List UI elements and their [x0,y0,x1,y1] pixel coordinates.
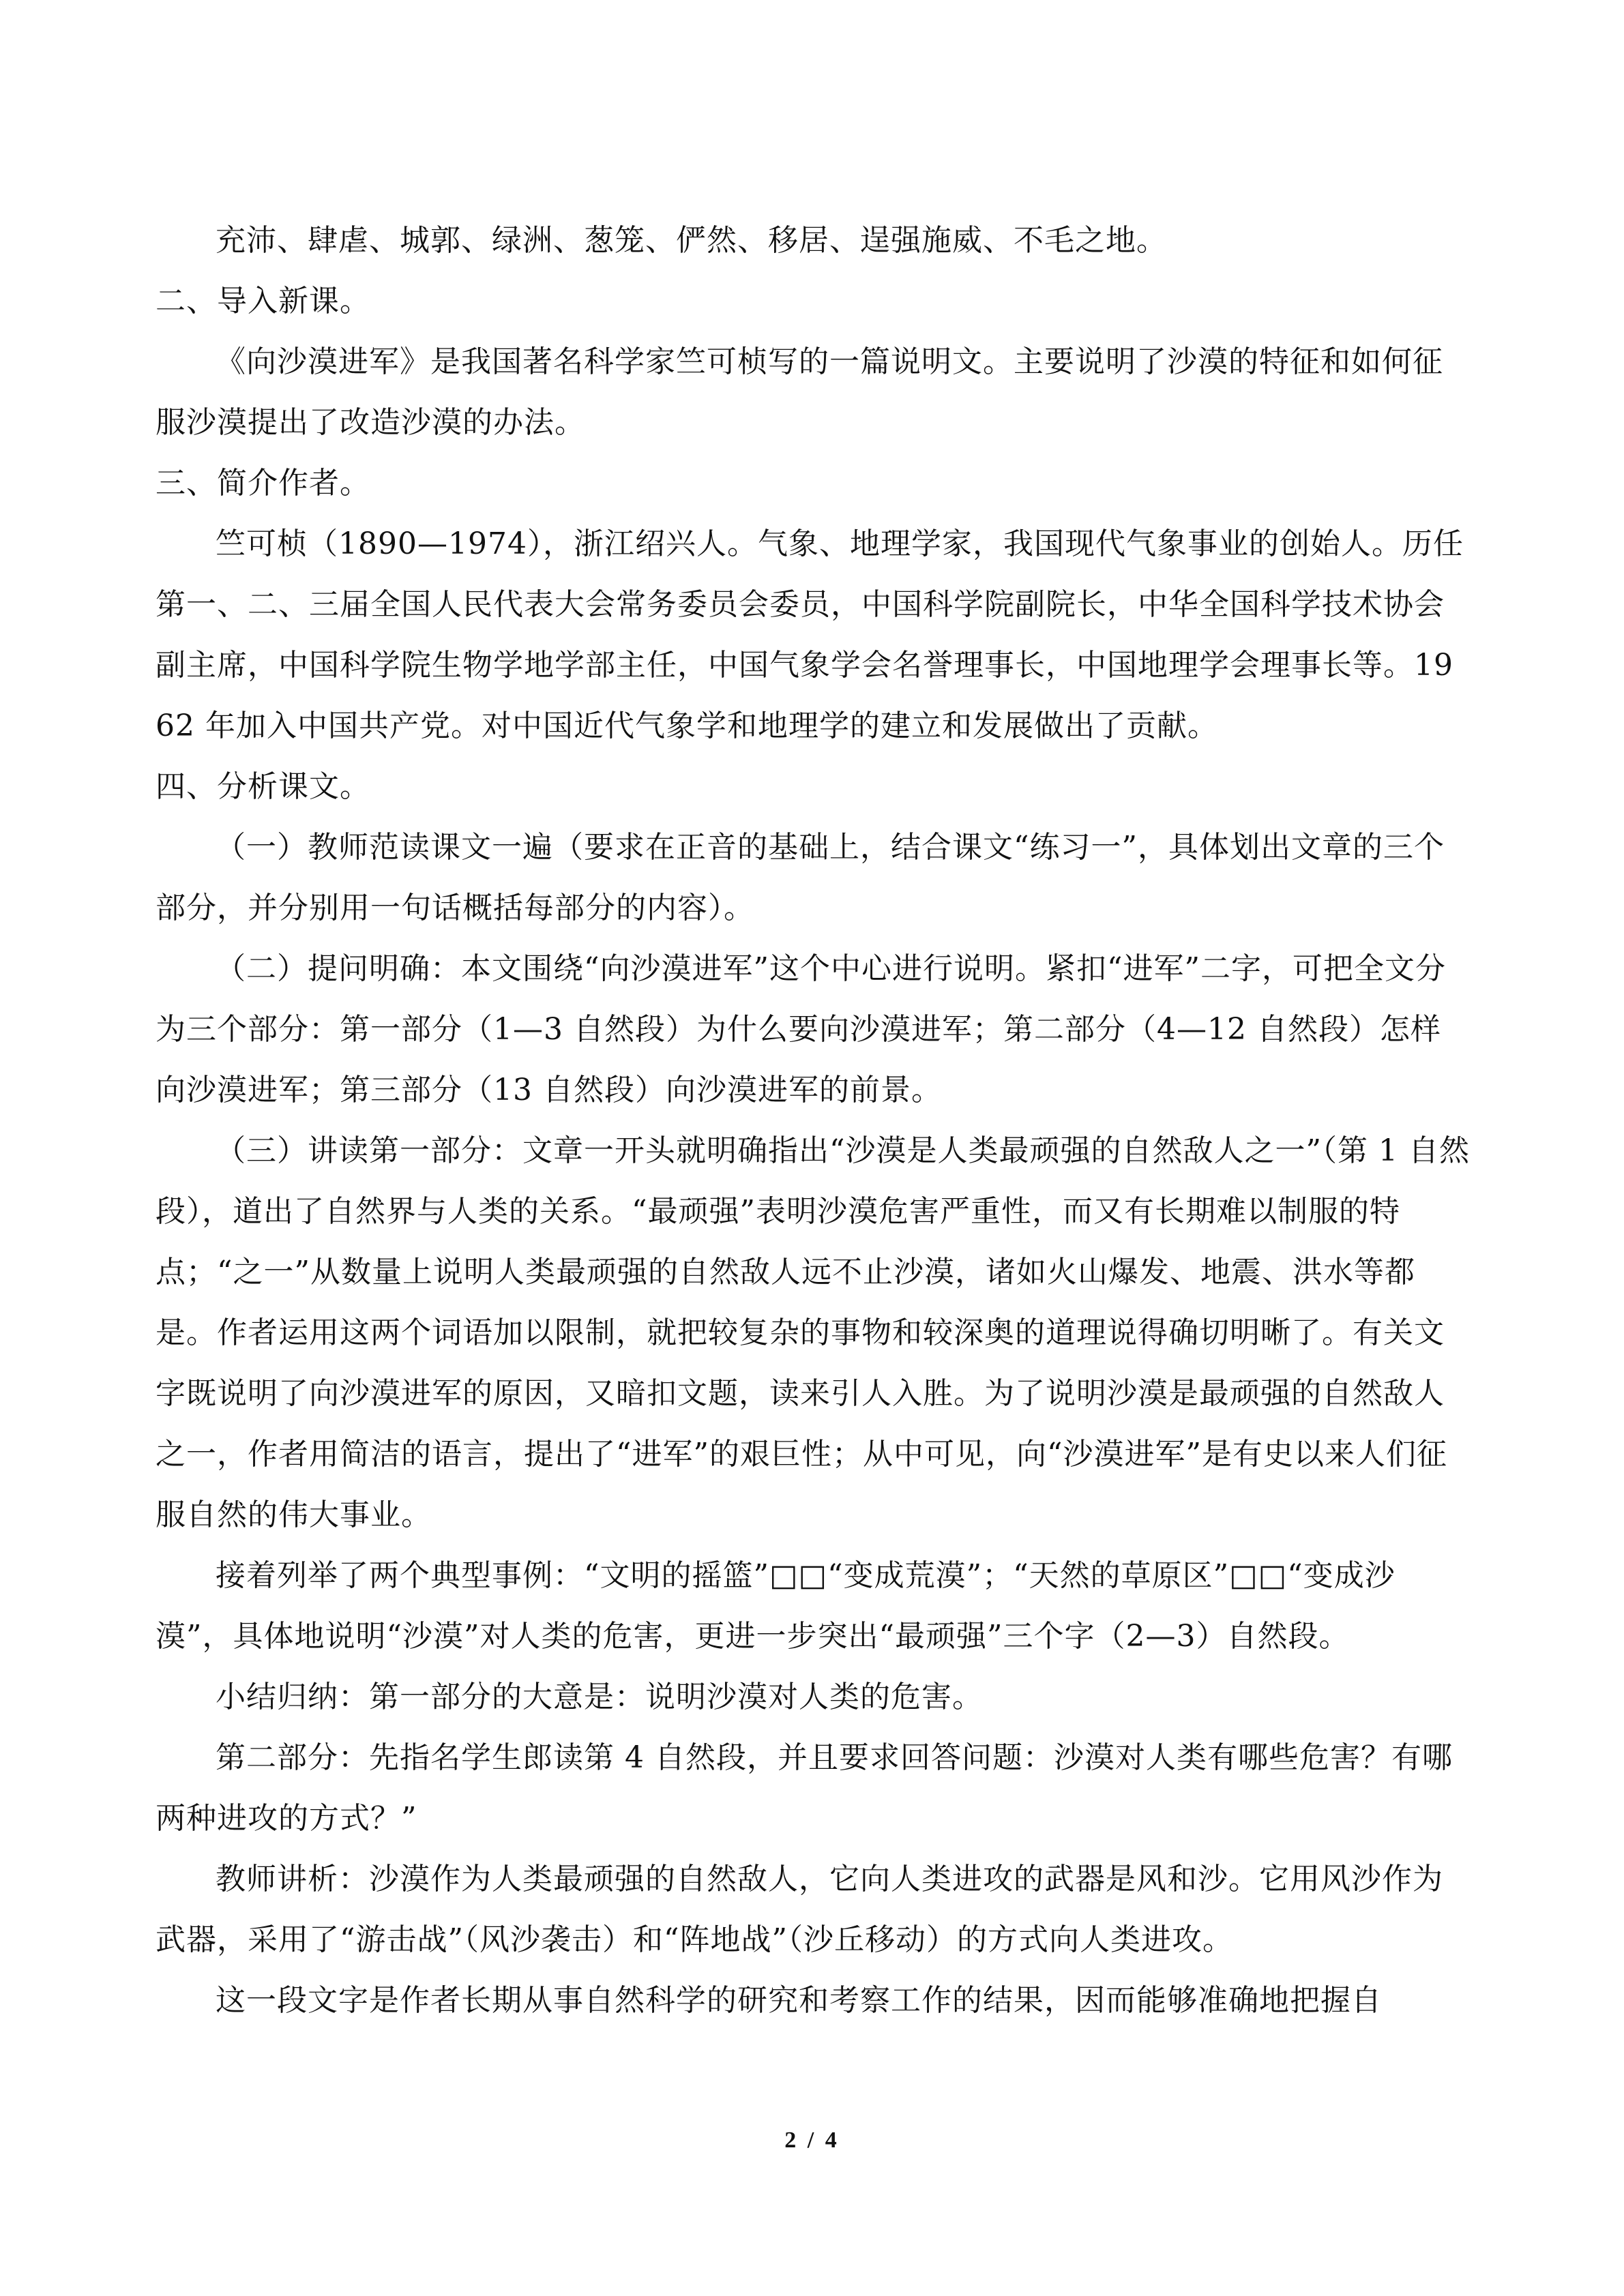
section-heading-author: 三、简介作者。 [156,466,370,501]
section-heading-introduction: 二、导入新课。 [156,284,370,318]
paragraph-analysis-3: （三）讲读第一部分：文章一开头就明确指出“沙漠是人类最顽强的自然敌人之一”（第 1 自然段），道出了自然界与人类的关系。“最顽强”表明沙漠危害严重性，而又有长期难以制服的特点；“之一”从数量上说明人类最顽强的自然敌人远不止沙漠，诸如火山爆发、地震、洪水等都是。作者运用这两个词语加以限制，就把较复杂的事物和较深奥的道理说得确切明晰了。有关文字既说明了向沙漠进军的原因，又暗扣文题，读来引人入胜。为了说明沙漠是最顽强的自然敌人之一，作者用简洁的语言，提出了“进军”的艰巨性；从中可见，向“沙漠进军”是有史以来人们征服自然的伟大事业。 [156,1133,1470,1532]
paragraph-part-two: 第二部分：先指名学生郎读第 4 自然段，并且要求回答问题：沙漠对人类有哪些危害？有哪两种进攻的方式？” [156,1740,1453,1836]
vocabulary-list: 充沛、肆虐、城郭、绿洲、葱笼、俨然、移居、逞强施威、不毛之地。 [216,223,1167,258]
paragraph-analysis-1: （一）教师范读课文一遍（要求在正音的基础上，结合课文“练习一”，具体划出文章的三个部分，并分别用一句话概括每部分的内容）。 [156,830,1445,925]
paragraph-continuation: 这一段文字是作者长期从事自然科学的研究和考察工作的结果，因而能够准确地把握自 [216,1983,1382,2018]
paragraph-introduction: 《向沙漠进军》是我国著名科学家竺可桢写的一篇说明文。主要说明了沙漠的特征和如何征服沙漠提出了改造沙漠的办法。 [156,344,1443,440]
paragraph-teacher-explanation: 教师讲析：沙漠作为人类最顽强的自然敌人，它向人类进攻的武器是风和沙。它用风沙作为武器，采用了“游击战”（风沙袭击）和“阵地战”（沙丘移动）的方式向人类进攻。 [156,1862,1443,1957]
paragraph-analysis-2: （二）提问明确：本文围绕“向沙漠进军”这个中心进行说明。紧扣“进军”二字，可把全文分为三个部分：第一部分（1—3 自然段）为什么要向沙漠进军；第二部分（4—12 自然段）怎样向沙漠进军；第三部分（13 自然段）向沙漠进军的前景。 [156,951,1446,1107]
page-number: 2 / 4 [784,2128,840,2153]
section-heading-analysis: 四、分析课文。 [156,769,370,804]
paragraph-author-bio: 竺可桢（1890—1974），浙江绍兴人。气象、地理学家，我国现代气象事业的创始人。历任第一、二、三届全国人民代表大会常务委员会委员，中国科学院副院长，中华全国科学技术协会副主席，中国科学院生物学地学部主任，中国气象学会名誉理事长，中国地理学会理事长等。1962 年加入中国共产党。对中国近代气象学和地理学的建立和发展做出了贡献。 [156,526,1464,743]
paragraph-examples: 接着列举了两个典型事例：“文明的摇篮”□□“变成荒漠”；“天然的草原区”□□“变成沙漠”，具体地说明“沙漠”对人类的危害，更进一步突出“最顽强”三个字（2—3）自然段。 [156,1558,1396,1654]
document-body [156,210,1471,2031]
paragraph-summary: 小结归纳：第一部分的大意是：说明沙漠对人类的危害。 [216,1680,983,1714]
